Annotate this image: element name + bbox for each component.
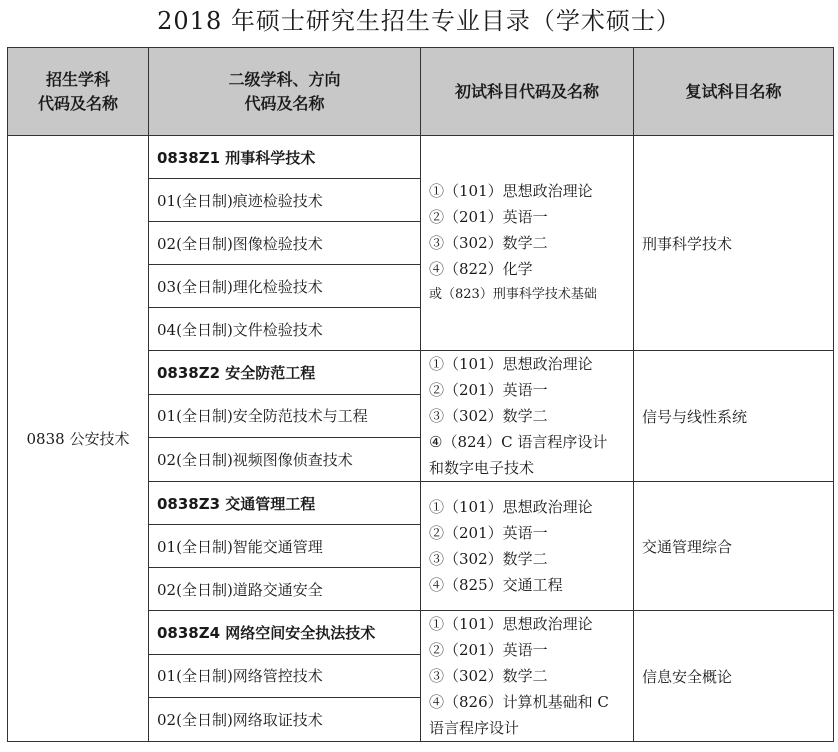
direction-cell: 01(全日制)网络管控技术 [149, 654, 421, 698]
exam-cell [421, 351, 634, 482]
header-row [8, 48, 834, 136]
direction-cell: 02(全日制)图像检验技术 [149, 222, 421, 265]
direction-cell: 01(全日制)痕迹检验技术 [149, 179, 421, 222]
header-direction-line2: 代码及名称 [244, 93, 325, 113]
exam-cell [421, 482, 634, 611]
exam-line: ④（822）化学 [429, 260, 533, 278]
header-exam: 初试科目代码及名称 [421, 48, 634, 136]
exam-line: 语言程序设计 [429, 719, 520, 737]
subject-title: 0838Z3 交通管理工程 [149, 482, 421, 525]
catalog-table [7, 47, 834, 742]
subject-title: 0838Z4 网络空间安全执法技术 [149, 611, 421, 655]
header-retest: 复试科目名称 [634, 48, 834, 136]
header-discipline-line1: 招生学科 [45, 69, 110, 89]
retest-cell: 交通管理综合 [634, 482, 834, 611]
exam-line: ③（302）数学二 [429, 667, 548, 685]
header-discipline [8, 48, 149, 136]
subject-title: 0838Z1 刑事科学技术 [149, 136, 421, 179]
page-title: 2018 年硕士研究生招生专业目录（学术硕士） [157, 7, 681, 35]
exam-line: ②（201）英语一 [429, 641, 548, 659]
exam-line: ③（302）数学二 [429, 407, 548, 425]
exam-line: ④（826）计算机基础和 C [429, 693, 609, 711]
header-direction [149, 48, 421, 136]
exam-cell [421, 136, 634, 351]
exam-line: 或（823）刑事科学技术基础 [429, 287, 597, 302]
direction-cell: 04(全日制)文件检验技术 [149, 308, 421, 351]
exam-line: ③（302）数学二 [429, 550, 548, 568]
direction-cell: 02(全日制)视频图像侦查技术 [149, 438, 421, 482]
exam-line: ①（101）思想政治理论 [429, 498, 593, 516]
exam-line: ①（101）思想政治理论 [429, 182, 593, 200]
exam-line: ④（825）交通工程 [429, 576, 563, 594]
subject-title: 0838Z2 安全防范工程 [149, 351, 421, 395]
exam-line: ①（101）思想政治理论 [429, 615, 593, 633]
header-direction-line1: 二级学科、方向 [228, 69, 341, 89]
table-row [8, 136, 834, 179]
exam-line: ②（201）英语一 [429, 208, 548, 226]
direction-cell: 02(全日制)网络取证技术 [149, 698, 421, 742]
exam-line: ②（201）英语一 [429, 381, 548, 399]
exam-line: ③（302）数学二 [429, 234, 548, 252]
discipline-cell: 0838 公安技术 [8, 136, 149, 742]
direction-cell: 01(全日制)安全防范技术与工程 [149, 394, 421, 438]
exam-line: ①（101）思想政治理论 [429, 355, 593, 373]
retest-cell: 刑事科学技术 [634, 136, 834, 351]
direction-cell: 01(全日制)智能交通管理 [149, 525, 421, 568]
exam-line: ④（824）C 语言程序设计 [429, 433, 608, 451]
retest-cell: 信息安全概论 [634, 611, 834, 742]
exam-cell [421, 611, 634, 742]
direction-cell: 02(全日制)道路交通安全 [149, 568, 421, 611]
direction-cell: 03(全日制)理化检验技术 [149, 265, 421, 308]
exam-line: 和数字电子技术 [429, 459, 535, 477]
retest-cell: 信号与线性系统 [634, 351, 834, 482]
header-discipline-line2: 代码及名称 [37, 93, 118, 113]
exam-line: ②（201）英语一 [429, 524, 548, 542]
